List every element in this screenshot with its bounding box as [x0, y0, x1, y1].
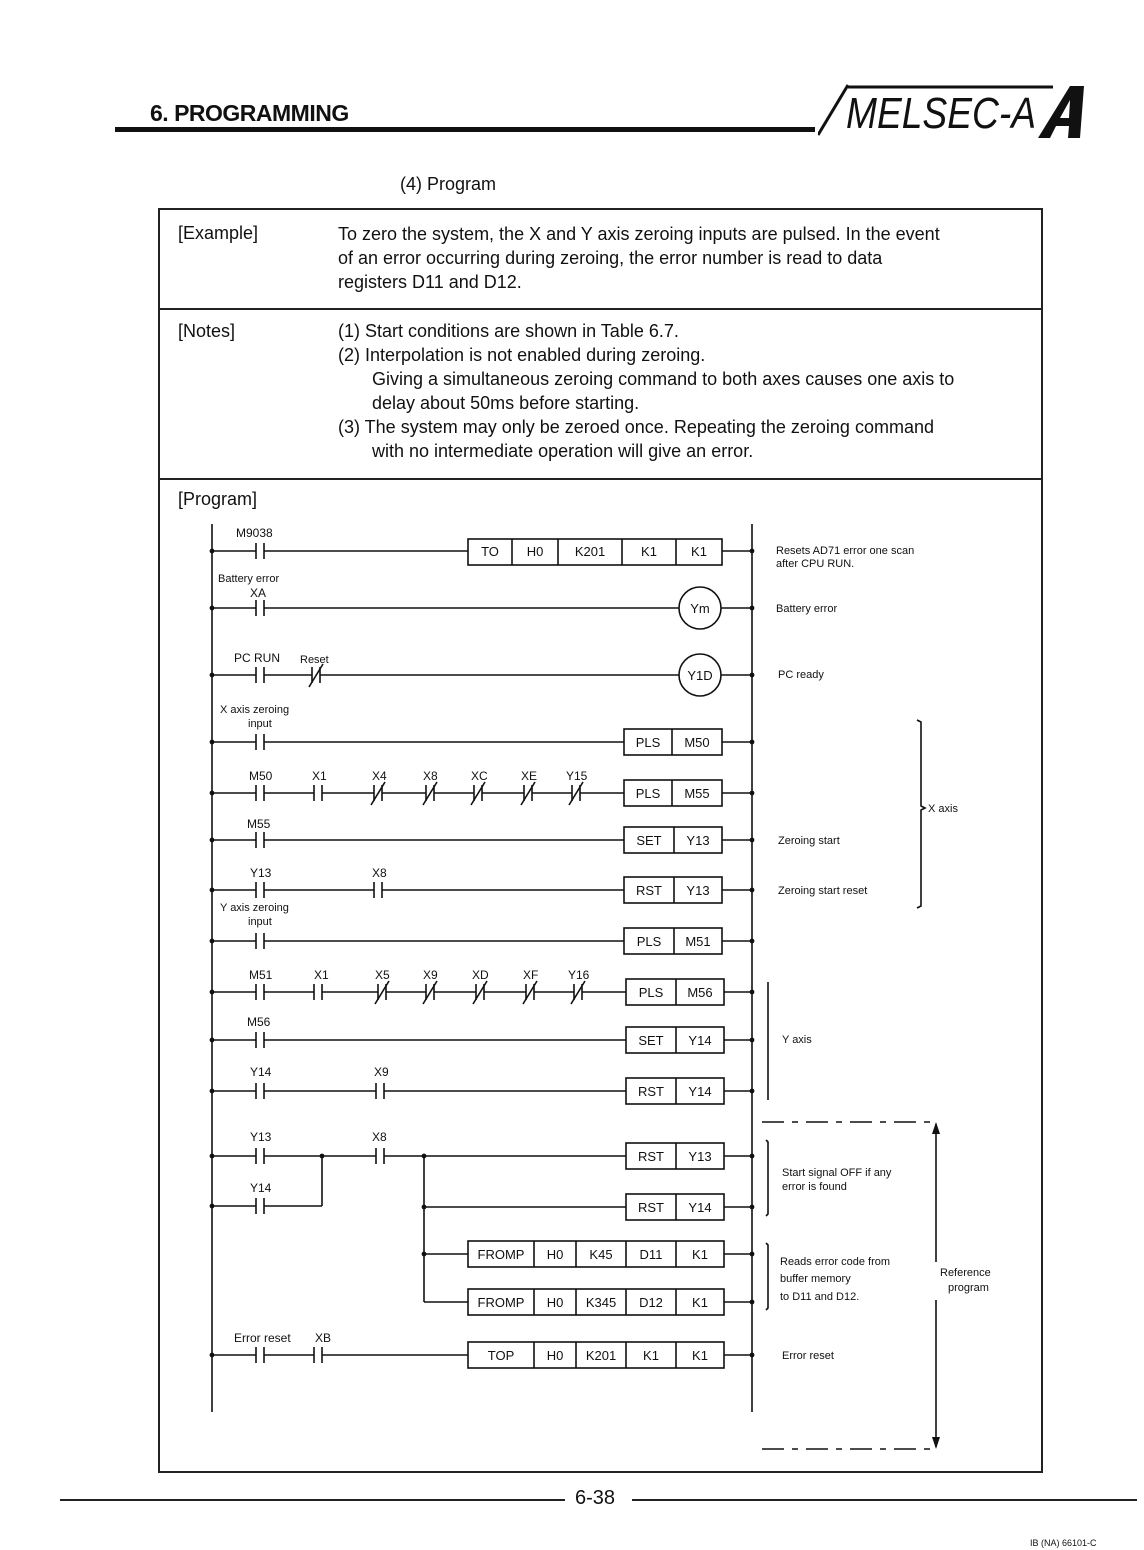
instruction-cell: Y14 [688, 1033, 712, 1048]
instruction-cell: K201 [585, 1348, 617, 1363]
instruction-cell: H0 [546, 1247, 564, 1262]
instruction-cell: PLS [635, 786, 661, 801]
comment-text: buffer memory [780, 1273, 851, 1285]
section-title: (4) Program [400, 174, 497, 194]
instruction-cell: K201 [574, 544, 606, 559]
notes-label: [Notes] [178, 321, 236, 341]
contact-label: XC [471, 769, 488, 783]
instruction-cell: D12 [639, 1295, 663, 1310]
header-rule [115, 127, 815, 132]
section-heading: 6. PROGRAMMING [150, 100, 349, 126]
contact-label: X1 [314, 968, 329, 982]
contact-label: XB [315, 1331, 332, 1345]
contact-label: M56 [247, 1015, 271, 1029]
contact-label: M51 [249, 968, 273, 982]
coil-label: Y1D [687, 668, 713, 683]
instruction-cell: RST [638, 1084, 664, 1099]
instruction-cell: K1 [643, 1348, 659, 1363]
instruction-cell: TOP [487, 1348, 515, 1363]
contact-label: Y15 [566, 769, 588, 783]
comment-text: Zeroing start reset [778, 885, 868, 897]
example-label: [Example] [178, 223, 259, 243]
instruction-cell: SET [638, 1033, 664, 1048]
contact-label: X1 [312, 769, 327, 783]
comment-text: Resets AD71 error one scan [776, 545, 915, 557]
brand-text: MELSEC-A [846, 89, 1036, 138]
instruction-cell: D11 [639, 1247, 663, 1262]
contact-label: X8 [423, 769, 438, 783]
instruction-cell: TO [481, 544, 499, 559]
instruction-cell: Y14 [688, 1084, 712, 1099]
comment-text: Start signal OFF if any [782, 1167, 892, 1179]
contact-label: Reset [300, 654, 329, 666]
contact-label: X9 [423, 968, 438, 982]
instruction-cell: K45 [589, 1247, 613, 1262]
instruction-cell: Y14 [688, 1200, 712, 1215]
contact-label: X8 [372, 866, 387, 880]
instruction-cell: K1 [692, 1247, 708, 1262]
note-item: Giving a simultaneous zeroing command to both axes causes one axis to [372, 369, 955, 389]
instruction-cell: SET [636, 833, 662, 848]
instruction-cell: M55 [684, 786, 710, 801]
instruction-cell: M50 [684, 735, 710, 750]
comment-text: Y axis [782, 1034, 812, 1046]
contact-label: XD [472, 968, 489, 982]
example-line: of an error occurring during zeroing, the error number is read to data [338, 248, 883, 268]
instruction-cell: K1 [692, 1348, 708, 1363]
contact-label: PC RUN [234, 651, 281, 665]
instruction-cell: FROMP [477, 1295, 525, 1310]
note-item: (1) Start conditions are shown in Table 6.7. [338, 321, 679, 341]
instruction-cell: RST [636, 883, 662, 898]
instruction-cell: PLS [636, 934, 662, 949]
contact-label: Y13 [250, 1130, 272, 1144]
comment-text: Reference [940, 1267, 991, 1279]
page-number: 6-38 [575, 1487, 616, 1509]
contact-label: XE [521, 769, 538, 783]
comment-text: Zeroing start [778, 835, 840, 847]
instruction-cell: Y13 [686, 883, 710, 898]
contact-label: M9038 [236, 526, 273, 540]
contact-label: Y14 [250, 1065, 272, 1079]
note-item: (3) The system may only be zeroed once. Repeating the zeroing command [338, 417, 934, 437]
contact-label: X9 [374, 1065, 389, 1079]
contact-label: X4 [372, 769, 387, 783]
contact-label: X5 [375, 968, 390, 982]
melsec-logo [818, 82, 1088, 142]
comment-text: X axis [928, 803, 958, 815]
instruction-cell: K1 [692, 1295, 708, 1310]
comment-text: Reads error code from [780, 1256, 891, 1268]
contact-label: input [248, 718, 272, 730]
comment-text: Error reset [782, 1350, 834, 1362]
instruction-cell: M51 [685, 934, 711, 949]
coil-label: Ym [690, 601, 710, 616]
comment-text: after CPU RUN. [776, 558, 855, 570]
contact-label: Error reset [234, 1331, 291, 1345]
instruction-cell: H0 [546, 1295, 564, 1310]
instruction-cell: K345 [585, 1295, 617, 1310]
instruction-cell: K1 [641, 544, 657, 559]
contact-label: X axis zeroing [220, 704, 290, 716]
example-line: registers D11 and D12. [338, 272, 522, 292]
contact-label: Y16 [568, 968, 590, 982]
contact-label: X8 [372, 1130, 387, 1144]
contact-label: input [248, 916, 272, 928]
instruction-cell: M56 [687, 985, 713, 1000]
instruction-cell: RST [638, 1149, 664, 1164]
contact-label: XA [250, 586, 267, 600]
instruction-cell: RST [638, 1200, 664, 1215]
instruction-cell: Y13 [686, 833, 710, 848]
instruction-cell: H0 [546, 1348, 564, 1363]
comment-text: program [948, 1282, 989, 1294]
contact-label: M50 [249, 769, 273, 783]
comment-text: error is found [782, 1181, 847, 1193]
document-code: IB (NA) 66101-C [1030, 1538, 1097, 1548]
instruction-cell: PLS [638, 985, 664, 1000]
ladder-diagram [158, 516, 1043, 1466]
instruction-cell: K1 [691, 544, 707, 559]
footer-rule [60, 1499, 565, 1501]
contact-label: Battery error [218, 573, 280, 585]
contact-label: M55 [247, 817, 271, 831]
example-line: To zero the system, the X and Y axis zeroing inputs are pulsed. In the event [338, 224, 940, 244]
contact-label: Y13 [250, 866, 272, 880]
instruction-cell: H0 [526, 544, 544, 559]
note-item: (2) Interpolation is not enabled during zeroing. [338, 345, 706, 365]
contact-label: Y14 [250, 1181, 272, 1195]
note-item: delay about 50ms before starting. [372, 393, 640, 413]
instruction-cell: Y13 [688, 1149, 712, 1164]
comment-text: Battery error [776, 603, 838, 615]
instruction-cell: FROMP [477, 1247, 525, 1262]
divider [158, 478, 1043, 480]
instruction-cell: PLS [635, 735, 661, 750]
comment-text: PC ready [778, 669, 824, 681]
note-item: with no intermediate operation will give an error. [372, 441, 754, 461]
comment-text: to D11 and D12. [780, 1291, 860, 1303]
contact-label: XF [523, 968, 539, 982]
footer-rule [632, 1499, 1137, 1501]
contact-label: Y axis zeroing [220, 902, 289, 914]
divider [158, 308, 1043, 310]
program-label: [Program] [178, 489, 258, 509]
